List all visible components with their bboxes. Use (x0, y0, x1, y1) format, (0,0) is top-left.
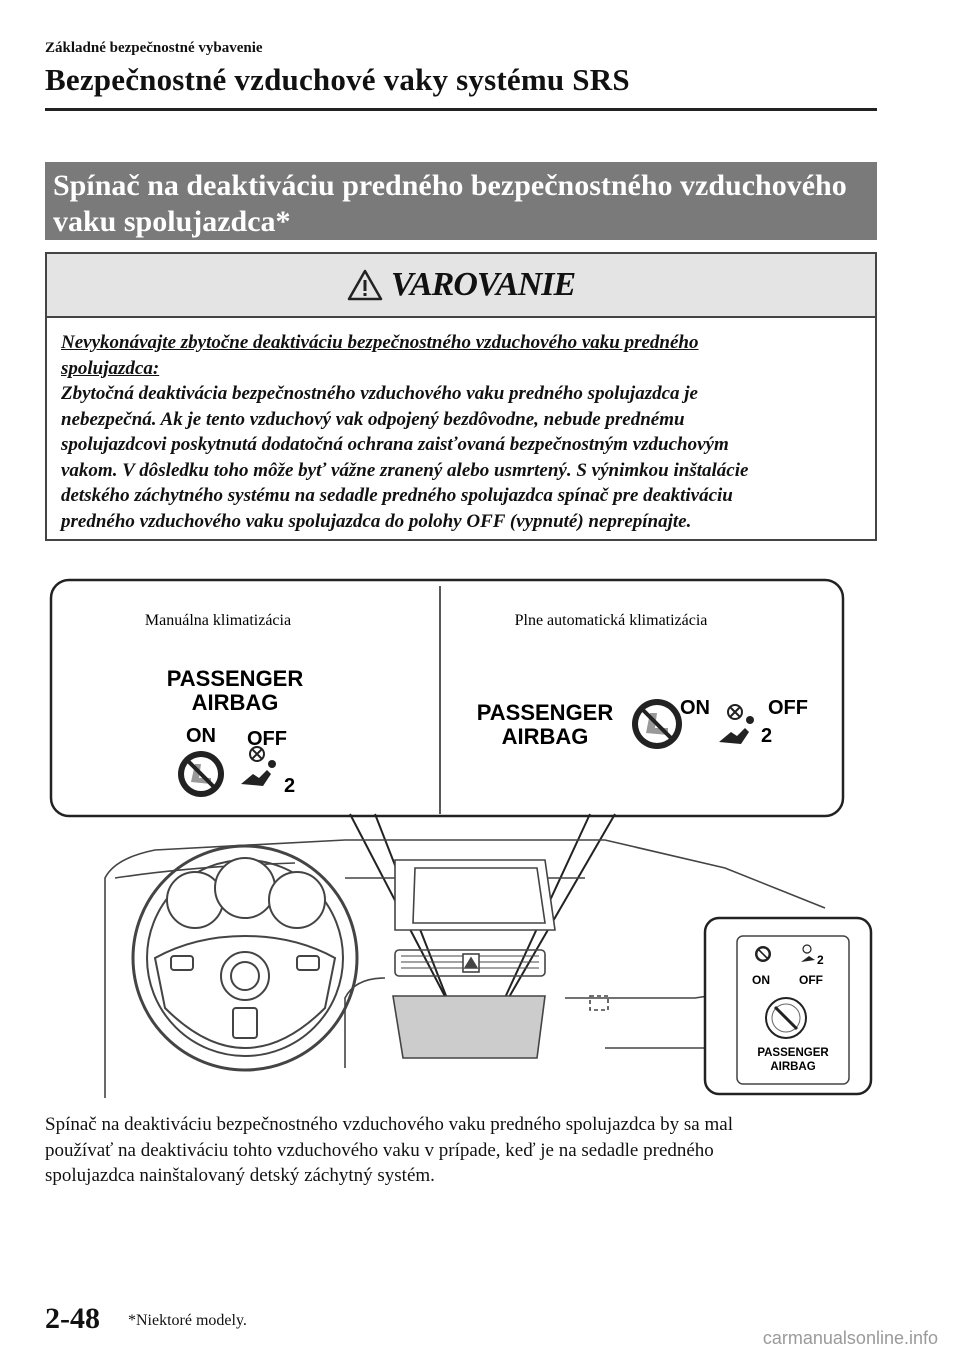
inset-passenger-text: PASSENGER (757, 1047, 829, 1059)
caption-line: spolujazdca nainštalovaný detský záchytný systém. (45, 1165, 435, 1186)
page-number: 2-48 (45, 1302, 100, 1335)
right-on-seat-icon (632, 699, 682, 749)
header-rule (45, 108, 877, 111)
airbag-switch-illustration (45, 578, 877, 1098)
caption-line: Spínač na deaktiváciu bezpečnostného vzduchového vaku predného spolujazdca by sa mal (45, 1114, 733, 1135)
warning-title: VAROVANIE (390, 266, 576, 303)
warning-header (47, 254, 875, 318)
warning-text-line: detského záchytného systému na sedadle predného spolujazdca spínač pre deaktiváciu (61, 485, 733, 506)
section-title: Bezpečnostné vzduchové vaky systému SRS (45, 62, 630, 97)
subsection-title-line2: vaku spolujazdca* (53, 205, 291, 238)
left-passenger-text: PASSENGER (166, 666, 304, 691)
right-seat-number: 2 (761, 725, 773, 747)
left-airbag-text: AIRBAG (191, 690, 279, 715)
running-head: Základné bezpečnostné vybavenie (45, 40, 263, 56)
warning-lead-line1: Nevykonávajte zbytočne deaktiváciu bezpečnostného vzduchového vaku predného (61, 332, 699, 353)
warning-text-line: Zbytočná deaktivácia bezpečnostného vzduchového vaku predného spolujazdca je (61, 383, 698, 404)
inset-seat-number: 2 (817, 953, 824, 967)
warning-text-line: predného vzduchového vaku spolujazdca do polohy OFF (vypnuté) neprepínajte. (61, 510, 692, 532)
warning-triangle-icon (347, 269, 383, 301)
caption (45, 1112, 877, 1189)
inset-off-text: OFF (799, 973, 823, 987)
left-seat-number: 2 (284, 775, 296, 797)
warning-text-line: spolujazdcovi poskytnutá dodatočná ochrana zaisťovaná bezpečnostným vzduchovým (61, 434, 729, 455)
warning-body (47, 318, 875, 534)
warning-text-line: nebezpečná. Ak je tento vzduchový vak odpojený bezdôvodne, nebude prednému (61, 408, 685, 430)
watermark: carmanualsonline.info (762, 1328, 938, 1348)
left-on-seat-icon (178, 751, 224, 797)
label-manual-ac: Manuálna klimatizácia (144, 612, 292, 629)
right-on-text: ON (680, 697, 710, 719)
steering-wheel (133, 846, 357, 1070)
right-airbag-text: AIRBAG (501, 724, 589, 749)
footnote: *Niektoré modely. (128, 1312, 247, 1329)
right-off-text: OFF (768, 697, 808, 719)
switch-inset (705, 918, 871, 1094)
warning-box (45, 252, 877, 541)
warning-text-line: vakom. V dôsledku toho môže byť vážne zranený alebo usmrtený. S výnimkou inštalácie (61, 459, 749, 481)
subsection-title-line1: Spínač na deaktiváciu predného bezpečnostného vzduchového (53, 169, 847, 202)
label-auto-ac: Plne automatická klimatizácia (514, 612, 708, 629)
inset-on-text: ON (752, 973, 770, 987)
left-off-text: OFF (247, 728, 287, 750)
inset-airbag-text: AIRBAG (770, 1061, 816, 1073)
subsection-banner (45, 162, 877, 240)
warning-lead-line2: spolujazdca: (61, 357, 160, 379)
left-on-text: ON (186, 725, 216, 747)
right-passenger-text: PASSENGER (476, 700, 614, 725)
caption-line: používať na deaktiváciu tohto vzduchového vaku v prípade, keď je na sedadle predného (45, 1139, 714, 1161)
